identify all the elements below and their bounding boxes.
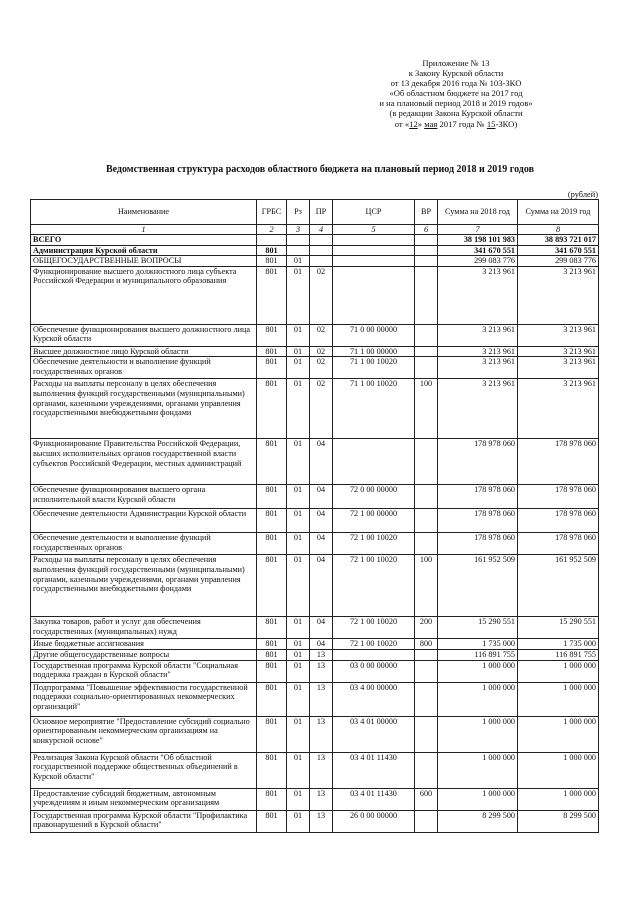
row-rz: 01	[287, 716, 310, 752]
header-line: Приложение № 13	[422, 58, 490, 68]
table-row	[31, 245, 599, 256]
row-sum-2018: 1 000 000	[438, 752, 518, 788]
row-vr	[415, 324, 438, 346]
row-pr: 13	[310, 810, 333, 832]
col-header-vr: ВР	[415, 200, 438, 225]
row-sum-2019: 1 735 000	[518, 639, 599, 650]
row-sum-2019: 1 000 000	[518, 752, 599, 788]
row-grbs: 801	[257, 509, 287, 533]
row-grbs: 801	[257, 256, 287, 267]
row-rz: 01	[287, 555, 310, 617]
col-number: 2	[257, 225, 287, 235]
row-pr	[310, 235, 333, 246]
row-rz: 01	[287, 509, 310, 533]
row-name: Администрация Курской области	[31, 245, 257, 256]
row-sum-2019: 1 000 000	[518, 660, 599, 682]
row-sum-2018: 1 735 000	[438, 639, 518, 650]
row-pr: 02	[310, 357, 333, 379]
row-name: Закупка товаров, работ и услуг для обеспечения государственных (муниципальных) нужд	[31, 617, 257, 639]
table-row	[31, 617, 599, 639]
row-pr: 13	[310, 752, 333, 788]
table-row	[31, 346, 599, 357]
row-grbs: 801	[257, 379, 287, 439]
row-sum-2018: 178 978 060	[438, 509, 518, 533]
row-csr: 71 1 00 10020	[333, 357, 415, 379]
row-vr	[415, 245, 438, 256]
col-header-name: Наименование	[31, 200, 257, 225]
row-pr: 04	[310, 509, 333, 533]
row-rz: 01	[287, 533, 310, 555]
row-pr: 13	[310, 660, 333, 682]
amendment-number: 15	[486, 118, 496, 129]
row-csr: 72 1 00 10020	[333, 533, 415, 555]
row-pr: 13	[310, 788, 333, 810]
row-rz: 01	[287, 324, 310, 346]
row-sum-2018: 38 198 101 983	[438, 235, 518, 246]
row-sum-2019: 116 891 755	[518, 649, 599, 660]
col-number: 3	[287, 225, 310, 235]
row-rz: 01	[287, 752, 310, 788]
row-vr	[415, 485, 438, 509]
table-row	[31, 752, 599, 788]
row-pr: 02	[310, 346, 333, 357]
table-row	[31, 682, 599, 716]
row-grbs: 801	[257, 533, 287, 555]
row-grbs: 801	[257, 324, 287, 346]
row-grbs: 801	[257, 439, 287, 485]
row-sum-2018: 15 290 551	[438, 617, 518, 639]
row-csr	[333, 649, 415, 660]
col-number: 1	[31, 225, 257, 235]
row-sum-2019: 3 213 961	[518, 346, 599, 357]
row-pr: 02	[310, 324, 333, 346]
row-sum-2019: 15 290 551	[518, 617, 599, 639]
row-grbs: 801	[257, 266, 287, 324]
row-name: Обеспечение деятельности и выполнение функций государственных органов	[31, 357, 257, 379]
row-rz: 01	[287, 379, 310, 439]
row-sum-2019: 1 000 000	[518, 788, 599, 810]
row-sum-2018: 341 670 551	[438, 245, 518, 256]
row-sum-2018: 161 952 509	[438, 555, 518, 617]
row-sum-2018: 1 000 000	[438, 716, 518, 752]
table-row	[31, 266, 599, 324]
row-sum-2018: 116 891 755	[438, 649, 518, 660]
col-number: 5	[333, 225, 415, 235]
appendix-header	[336, 58, 576, 129]
row-sum-2019: 1 000 000	[518, 716, 599, 752]
header-line: к Закону Курской области	[408, 68, 504, 79]
row-vr: 100	[415, 555, 438, 617]
col-header-pr: ПР	[310, 200, 333, 225]
row-csr: 71 1 00 10020	[333, 379, 415, 439]
row-pr: 04	[310, 485, 333, 509]
row-rz: 01	[287, 639, 310, 650]
row-name: Государственная программа Курской области "Профилактика правонарушений в Курской области"	[31, 810, 257, 832]
row-sum-2019: 3 213 961	[518, 357, 599, 379]
row-vr: 800	[415, 639, 438, 650]
col-header-sum-2018: Сумма на 2018 год	[438, 200, 518, 225]
row-rz: 01	[287, 788, 310, 810]
row-csr: 71 1 00 00000	[333, 346, 415, 357]
row-csr: 72 1 00 00000	[333, 509, 415, 533]
row-sum-2018: 1 000 000	[438, 788, 518, 810]
row-name: Подпрограмма "Повышение эффективности государственной поддержки социально-ориентированных некоммерческих организаций"	[31, 682, 257, 716]
row-sum-2019: 178 978 060	[518, 485, 599, 509]
header-line: (в редакции Закона Курской области	[389, 108, 523, 119]
row-grbs: 801	[257, 245, 287, 256]
row-rz	[287, 245, 310, 256]
row-sum-2019: 178 978 060	[518, 533, 599, 555]
row-name: Функционирование Правительства Российской Федерации, высших исполнительных органов государственной власти субъектов Российской Федерации, местных администраций	[31, 439, 257, 485]
amendment-line: от «12» мая 2017 года № 15-ЗКО)	[394, 118, 518, 129]
row-csr: 72 1 00 10020	[333, 617, 415, 639]
row-name: Другие общегосударственные вопросы	[31, 649, 257, 660]
col-number: 8	[518, 225, 599, 235]
col-number: 4	[310, 225, 333, 235]
row-rz: 01	[287, 266, 310, 324]
row-csr: 03 0 00 00000	[333, 660, 415, 682]
table-row	[31, 439, 599, 485]
row-pr: 13	[310, 649, 333, 660]
row-csr: 72 1 00 10020	[333, 639, 415, 650]
table-row	[31, 555, 599, 617]
row-sum-2019: 8 299 500	[518, 810, 599, 832]
row-vr	[415, 357, 438, 379]
col-header-grbs: ГРБС	[257, 200, 287, 225]
row-name: Обеспечение функционирования высшего должностного лица Курской области	[31, 324, 257, 346]
row-name: Функционирование высшего должностного лица субъекта Российской Федерации и муниципального образования	[31, 266, 257, 324]
row-sum-2018: 178 978 060	[438, 439, 518, 485]
row-vr	[415, 256, 438, 267]
table-row	[31, 649, 599, 660]
row-grbs: 801	[257, 617, 287, 639]
row-rz: 01	[287, 617, 310, 639]
row-rz: 01	[287, 346, 310, 357]
table-header-row	[31, 200, 599, 225]
row-sum-2019: 38 893 721 017	[518, 235, 599, 246]
row-vr	[415, 266, 438, 324]
row-name: Расходы на выплаты персоналу в целях обеспечения выполнения функций государственными (муниципальными) органами, казенными учреждениями, органами управления государственными внебюджетными фондами	[31, 555, 257, 617]
document-title: Ведомственная структура расходов областного бюджета на плановый период 2018 и 2019 годов	[105, 164, 535, 175]
row-csr: 71 0 00 00000	[333, 324, 415, 346]
row-pr: 13	[310, 682, 333, 716]
row-vr: 100	[415, 379, 438, 439]
row-grbs: 801	[257, 346, 287, 357]
row-csr	[333, 439, 415, 485]
row-pr: 04	[310, 555, 333, 617]
row-csr: 03 4 01 11430	[333, 788, 415, 810]
header-line: от 13 декабря 2016 года № 103-ЗКО	[390, 78, 522, 89]
row-csr: 03 4 00 00000	[333, 682, 415, 716]
amendment-month: мая	[424, 118, 438, 129]
row-rz: 01	[287, 256, 310, 267]
row-grbs: 801	[257, 810, 287, 832]
row-vr	[415, 235, 438, 246]
row-sum-2019: 161 952 509	[518, 555, 599, 617]
row-pr: 04	[310, 439, 333, 485]
row-name: Расходы на выплаты персоналу в целях обеспечения выполнения функций государственными (муниципальными) органами, казенными учреждениями, органами управления государственными внебюджетными фондами	[31, 379, 257, 439]
row-sum-2018: 3 213 961	[438, 324, 518, 346]
row-grbs: 801	[257, 649, 287, 660]
row-sum-2018: 3 213 961	[438, 346, 518, 357]
row-rz: 01	[287, 682, 310, 716]
col-header-csr: ЦСР	[333, 200, 415, 225]
row-pr	[310, 256, 333, 267]
row-name: Обеспечение деятельности Администрации Курской области	[31, 509, 257, 533]
row-grbs: 801	[257, 555, 287, 617]
row-name: ОБЩЕГОСУДАРСТВЕННЫЕ ВОПРОСЫ	[31, 256, 257, 267]
row-csr	[333, 266, 415, 324]
row-sum-2019: 178 978 060	[518, 439, 599, 485]
row-sum-2019: 3 213 961	[518, 379, 599, 439]
table-row	[31, 235, 599, 246]
row-sum-2019: 1 000 000	[518, 682, 599, 716]
table-row	[31, 256, 599, 267]
row-grbs: 801	[257, 682, 287, 716]
row-vr	[415, 660, 438, 682]
row-grbs: 801	[257, 639, 287, 650]
row-pr: 04	[310, 533, 333, 555]
row-vr	[415, 810, 438, 832]
row-grbs: 801	[257, 660, 287, 682]
row-grbs: 801	[257, 357, 287, 379]
row-rz: 01	[287, 660, 310, 682]
row-pr: 04	[310, 639, 333, 650]
table-row	[31, 533, 599, 555]
row-sum-2019: 3 213 961	[518, 324, 599, 346]
row-vr	[415, 649, 438, 660]
table-row	[31, 639, 599, 650]
row-rz: 01	[287, 649, 310, 660]
row-vr	[415, 346, 438, 357]
table-row	[31, 509, 599, 533]
row-vr	[415, 682, 438, 716]
col-header-rz: Рз	[287, 200, 310, 225]
row-rz: 01	[287, 485, 310, 509]
row-csr: 72 1 00 10020	[333, 555, 415, 617]
row-csr: 26 0 00 00000	[333, 810, 415, 832]
row-pr: 02	[310, 379, 333, 439]
table-row	[31, 485, 599, 509]
row-pr: 13	[310, 716, 333, 752]
column-number-row	[31, 225, 599, 235]
row-name: Основное мероприятие "Предоставление субсидий социально ориентированным некоммерческим организациям на конкурсной основе"	[31, 716, 257, 752]
row-grbs: 801	[257, 716, 287, 752]
col-number: 6	[415, 225, 438, 235]
row-pr	[310, 245, 333, 256]
row-csr	[333, 245, 415, 256]
row-rz: 01	[287, 810, 310, 832]
row-grbs	[257, 235, 287, 246]
header-line: и на плановый период 2018 и 2019 годов»	[379, 98, 533, 109]
table-row	[31, 357, 599, 379]
row-sum-2018: 299 083 776	[438, 256, 518, 267]
row-name: Обеспечение деятельности и выполнение функций государственных органов	[31, 533, 257, 555]
row-sum-2019: 341 670 551	[518, 245, 599, 256]
row-csr	[333, 235, 415, 246]
row-vr	[415, 439, 438, 485]
expenditure-table	[30, 199, 599, 833]
row-sum-2019: 299 083 776	[518, 256, 599, 267]
currency-unit: (рублей)	[567, 190, 598, 199]
row-rz: 01	[287, 439, 310, 485]
row-name: Обеспечение функционирования высшего органа исполнительной власти Курской области	[31, 485, 257, 509]
table-row	[31, 788, 599, 810]
col-header-sum-2019: Сумма на 2019 год	[518, 200, 599, 225]
row-sum-2018: 1 000 000	[438, 682, 518, 716]
amendment-day: 12	[409, 118, 418, 129]
row-csr: 03 4 01 11430	[333, 752, 415, 788]
header-line: «Об областном бюджете на 2017 год	[389, 88, 523, 99]
table-row	[31, 660, 599, 682]
col-number: 7	[438, 225, 518, 235]
row-csr: 72 0 00 00000	[333, 485, 415, 509]
row-pr: 04	[310, 617, 333, 639]
row-pr: 02	[310, 266, 333, 324]
row-vr: 200	[415, 617, 438, 639]
row-vr	[415, 752, 438, 788]
row-sum-2018: 3 213 961	[438, 266, 518, 324]
row-sum-2018: 3 213 961	[438, 357, 518, 379]
row-grbs: 801	[257, 485, 287, 509]
row-rz	[287, 235, 310, 246]
row-name: Иные бюджетные ассигнования	[31, 639, 257, 650]
row-sum-2019: 178 978 060	[518, 509, 599, 533]
row-sum-2018: 8 299 500	[438, 810, 518, 832]
table-row	[31, 379, 599, 439]
row-name: Реализация Закона Курской области "Об областной государственной поддержке общественных объединений в Курской области"	[31, 752, 257, 788]
row-vr: 600	[415, 788, 438, 810]
row-sum-2018: 178 978 060	[438, 533, 518, 555]
row-name: Предоставление субсидий бюджетным, автономным учреждениям и иным некоммерческим организациям	[31, 788, 257, 810]
row-vr	[415, 716, 438, 752]
row-csr: 03 4 01 00000	[333, 716, 415, 752]
row-grbs: 801	[257, 788, 287, 810]
row-name: ВСЕГО	[31, 235, 257, 246]
row-vr	[415, 533, 438, 555]
row-vr	[415, 509, 438, 533]
table-row	[31, 810, 599, 832]
row-sum-2018: 1 000 000	[438, 660, 518, 682]
row-name: Государственная программа Курской области "Социальная поддержка граждан в Курской области"	[31, 660, 257, 682]
row-rz: 01	[287, 357, 310, 379]
row-sum-2018: 178 978 060	[438, 485, 518, 509]
row-name: Высшее должностное лицо Курской области	[31, 346, 257, 357]
table-body	[31, 235, 599, 833]
table-row	[31, 324, 599, 346]
row-sum-2019: 3 213 961	[518, 266, 599, 324]
row-grbs: 801	[257, 752, 287, 788]
row-sum-2018: 3 213 961	[438, 379, 518, 439]
table-row	[31, 716, 599, 752]
row-csr	[333, 256, 415, 267]
